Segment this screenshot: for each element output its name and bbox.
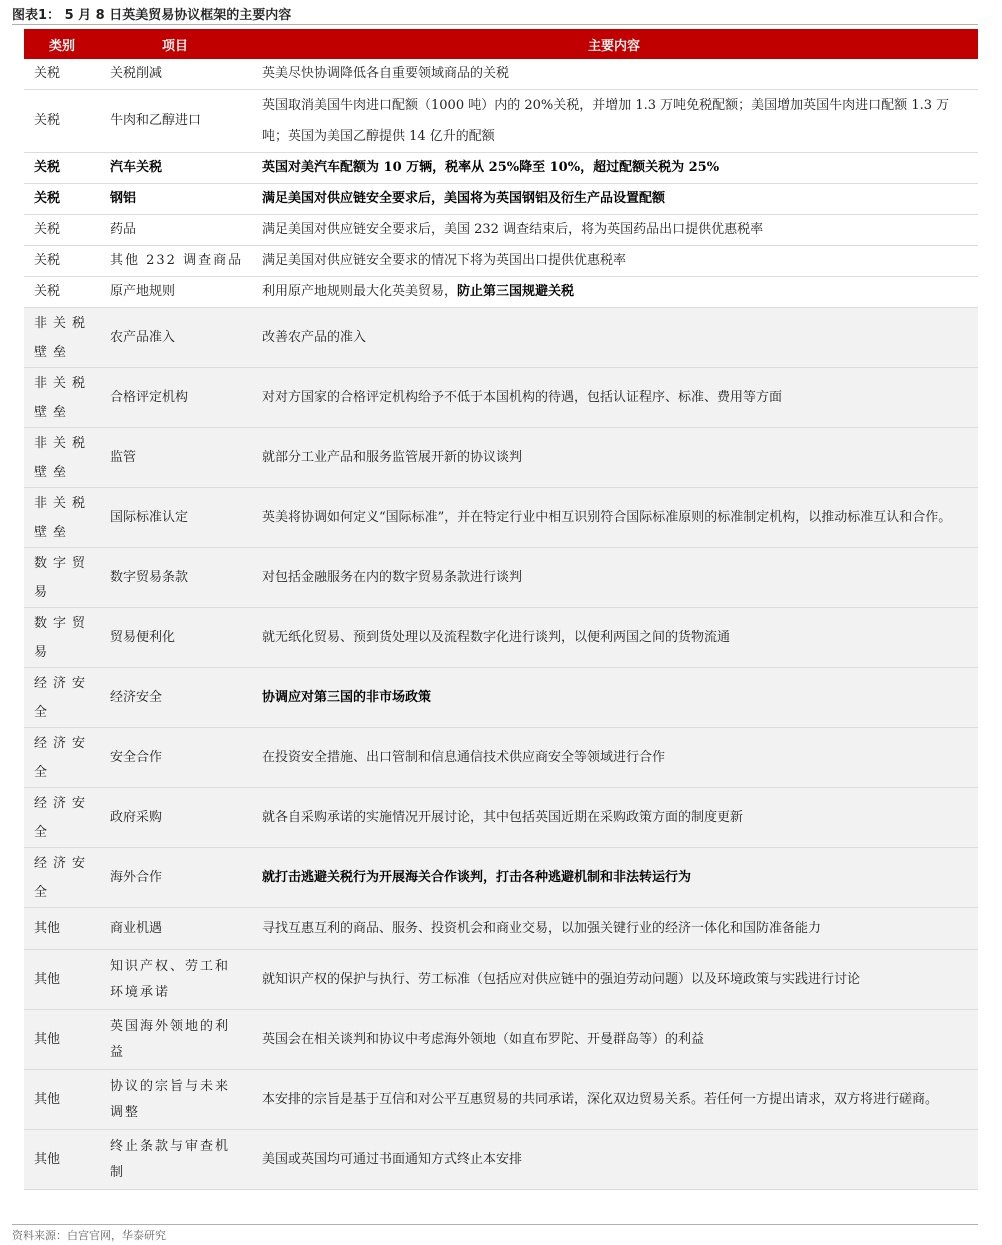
- cell-category: 非关税壁垒: [24, 308, 100, 368]
- cell-item: 安全合作: [100, 728, 250, 788]
- content-text: 英国会在相关谈判和协议中考虑海外领地（如直布罗陀、开曼群岛等）的利益: [262, 1031, 705, 1047]
- cell-item: 英国海外领地的利益: [100, 1010, 250, 1070]
- content-emphasis: 防止第三国规避关税: [457, 284, 575, 299]
- cell-item: 知识产权、劳工和环境承诺: [100, 950, 250, 1010]
- cell-item: 终止条款与审查机制: [100, 1130, 250, 1190]
- figure-title: 图表1： 5 月 8 日英美贸易协议框架的主要内容: [12, 8, 292, 23]
- cell-content: [250, 1130, 978, 1190]
- source-note: 资料来源：白宫官网，华泰研究: [12, 1229, 166, 1242]
- cell-item: 贸易便利化: [100, 608, 250, 668]
- cell-item: 钢铝: [100, 184, 250, 215]
- cell-category: 关税: [24, 153, 100, 184]
- cell-category: 其他: [24, 1130, 100, 1190]
- table-row: [24, 548, 978, 608]
- cell-content: [250, 488, 978, 548]
- cell-category: 其他: [24, 950, 100, 1010]
- cell-item: 其他 232 调查商品: [100, 246, 250, 277]
- table-row: [24, 215, 978, 246]
- cell-content: [250, 246, 978, 277]
- table-row: [24, 488, 978, 548]
- header-item: 项目: [100, 29, 250, 59]
- cell-item: 原产地规则: [100, 277, 250, 308]
- content-text: 本安排的宗旨是基于互信和对公平互惠贸易的共同承诺，深化双边贸易关系。若任何一方提出请求，双方将进行磋商。: [262, 1091, 939, 1107]
- cell-content: [250, 277, 978, 308]
- cell-content: [250, 215, 978, 246]
- cell-item: 关税削减: [100, 59, 250, 90]
- content-text: 就各自采购承诺的实施情况开展讨论，其中包括英国近期在采购政策方面的制度更新: [262, 809, 744, 825]
- cell-category: 关税: [24, 184, 100, 215]
- table-row: [24, 848, 978, 908]
- cell-category: 经济安全: [24, 668, 100, 728]
- cell-category: 经济安全: [24, 848, 100, 908]
- cell-category: 经济安全: [24, 728, 100, 788]
- header-category: 类别: [24, 29, 100, 59]
- cell-item: 国际标准认定: [100, 488, 250, 548]
- table-row: [24, 428, 978, 488]
- cell-content: [250, 788, 978, 848]
- table-row: [24, 1130, 978, 1190]
- cell-content: [250, 153, 978, 184]
- content-text: 美国或英国均可通过书面通知方式终止本安排: [262, 1151, 523, 1167]
- content-text: 对对方国家的合格评定机构给予不低于本国机构的待遇，包括认证程序、标准、费用等方面: [262, 389, 783, 405]
- cell-category: 数字贸易: [24, 548, 100, 608]
- cell-content: [250, 368, 978, 428]
- content-text: 寻找互惠互利的商品、服务、投资机会和商业交易，以加强关键行业的经济一体化和国防准备能力: [262, 920, 822, 936]
- cell-category: 关税: [24, 90, 100, 153]
- cell-item: 药品: [100, 215, 250, 246]
- cell-category: 其他: [24, 1070, 100, 1130]
- content-text: 利用原产地规则最大化英美贸易，: [262, 284, 458, 299]
- cell-category: 非关税壁垒: [24, 428, 100, 488]
- cell-content: [250, 90, 978, 153]
- table-row: [24, 90, 978, 153]
- table-row: [24, 368, 978, 428]
- content-text: 对包括金融服务在内的数字贸易条款进行谈判: [262, 569, 523, 585]
- table-row: [24, 728, 978, 788]
- cell-category: 关税: [24, 277, 100, 308]
- cell-content: [250, 908, 978, 950]
- cell-item: 监管: [100, 428, 250, 488]
- table-row: [24, 277, 978, 308]
- table-row: [24, 1070, 978, 1130]
- content-text: 英美尽快协调降低各自重要领域商品的关税: [262, 66, 510, 81]
- cell-content: [250, 548, 978, 608]
- content-emphasis: 就打击逃避关税行为开展海关合作谈判，打击各种逃避机制和非法转运行为: [262, 869, 692, 885]
- content-text: 英国取消美国牛肉进口配额（1000 吨）内的 20%关税，并增加 1.3 万吨免税配额；美国增加英国牛肉进口配额 1.3 万吨；英国为美国乙醇提供 14 亿升的配额: [262, 98, 950, 144]
- cell-category: 关税: [24, 246, 100, 277]
- table-row: [24, 908, 978, 950]
- table-row: [24, 668, 978, 728]
- table-row: [24, 308, 978, 368]
- cell-item: 海外合作: [100, 848, 250, 908]
- cell-content: [250, 1010, 978, 1070]
- cell-content: [250, 668, 978, 728]
- cell-content: [250, 59, 978, 90]
- cell-item: 合格评定机构: [100, 368, 250, 428]
- content-text: 英国对美汽车配额为 10 万辆，税率从 25%降至 10%，超过配额关税为 25%: [262, 160, 720, 175]
- trade-agreement-table: [24, 29, 978, 1190]
- table-row: [24, 788, 978, 848]
- cell-item: 数字贸易条款: [100, 548, 250, 608]
- cell-category: 其他: [24, 1010, 100, 1070]
- content-text: 就部分工业产品和服务监管展开新的协议谈判: [262, 449, 523, 465]
- cell-item: 牛肉和乙醇进口: [100, 90, 250, 153]
- table-row: [24, 59, 978, 90]
- cell-content: [250, 728, 978, 788]
- content-text: 就无纸化贸易、预到货处理以及流程数字化进行谈判，以便利两国之间的货物流通: [262, 629, 731, 645]
- cell-item: 政府采购: [100, 788, 250, 848]
- content-text: 英美将协调如何定义“国际标准”，并在特定行业中相互识别符合国际标准原则的标准制定机构，以推动标准互认和合作。: [262, 509, 952, 525]
- content-emphasis: 协调应对第三国的非市场政策: [262, 689, 432, 705]
- header-content: 主要内容: [250, 29, 978, 59]
- content-text: 改善农产品的准入: [262, 329, 367, 345]
- table-row: [24, 246, 978, 277]
- cell-content: [250, 950, 978, 1010]
- content-text: 满足美国对供应链安全要求后，美国 232 调查结束后，将为英国药品出口提供优惠税率: [262, 222, 764, 237]
- cell-item: 汽车关税: [100, 153, 250, 184]
- cell-content: [250, 428, 978, 488]
- table-row: [24, 1010, 978, 1070]
- table-header-row: [24, 29, 978, 59]
- cell-category: 非关税壁垒: [24, 368, 100, 428]
- cell-category: 其他: [24, 908, 100, 950]
- table-row: [24, 153, 978, 184]
- cell-item: 经济安全: [100, 668, 250, 728]
- table-row: [24, 608, 978, 668]
- cell-content: [250, 308, 978, 368]
- title-divider: [12, 24, 978, 25]
- cell-category: 关税: [24, 59, 100, 90]
- content-text: 就知识产权的保护与执行、劳工标准（包括应对供应链中的强迫劳动问题）以及环境政策与实践进行讨论: [262, 971, 861, 987]
- cell-category: 经济安全: [24, 788, 100, 848]
- table-row: [24, 950, 978, 1010]
- cell-category: 关税: [24, 215, 100, 246]
- cell-category: 数字贸易: [24, 608, 100, 668]
- cell-item: 农产品准入: [100, 308, 250, 368]
- content-text: 满足美国对供应链安全要求后，美国将为英国钢铝及衍生产品设置配额: [262, 191, 666, 206]
- content-text: 满足美国对供应链安全要求的情况下将为英国出口提供优惠税率: [262, 253, 627, 268]
- cell-item: 商业机遇: [100, 908, 250, 950]
- cell-content: [250, 608, 978, 668]
- cell-item: 协议的宗旨与未来调整: [100, 1070, 250, 1130]
- cell-content: [250, 184, 978, 215]
- content-text: 在投资安全措施、出口管制和信息通信技术供应商安全等领域进行合作: [262, 749, 666, 765]
- cell-category: 非关税壁垒: [24, 488, 100, 548]
- cell-content: [250, 848, 978, 908]
- table-row: [24, 184, 978, 215]
- source-divider: [12, 1224, 978, 1225]
- cell-content: [250, 1070, 978, 1130]
